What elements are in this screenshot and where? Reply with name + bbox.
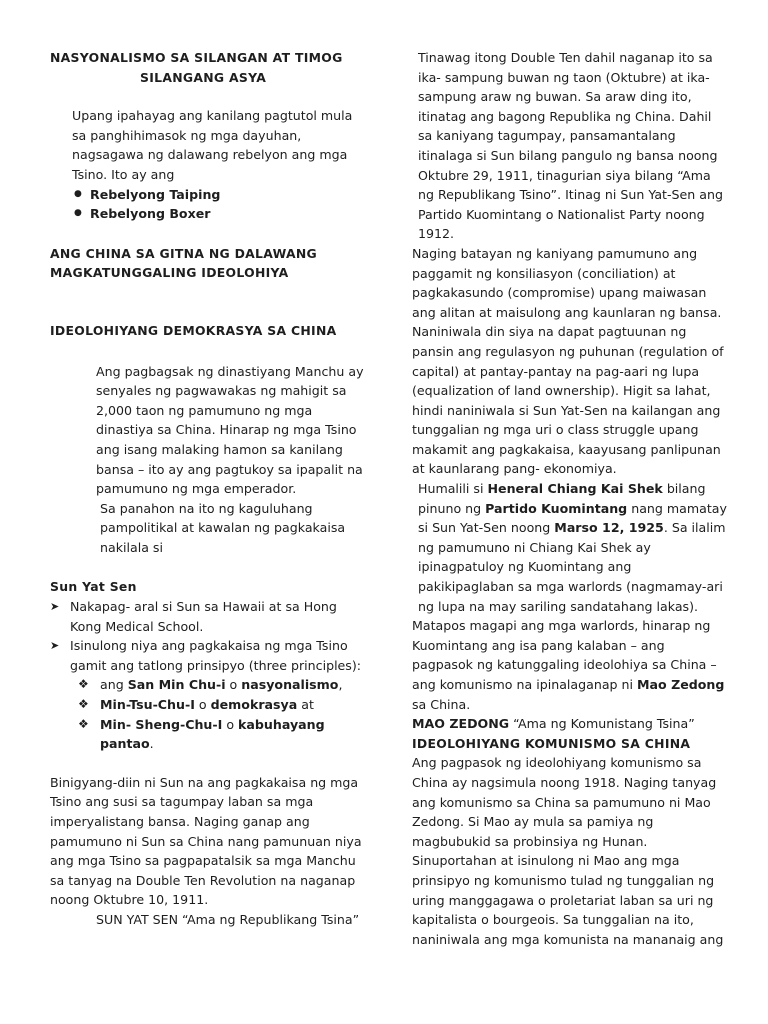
list-item: ● Rebelyong Taiping <box>72 185 372 205</box>
list-item: ❖ ang San Min Chu-i o nasyonalismo, <box>78 675 372 695</box>
unity-paragraph: Binigyang-diin ni Sun na ang pagkakaisa ng mga Tsino ang susi sa tagumpay laban sa mga imperyalistang bansa. Naging ganap ang pamumuno ni Sun sa China nang pamunuan niya ang mga Tsino sa pagpapatalsik sa mga Manchu sa tanyag na Double Ten Revolution na naganap noong Oktubre 10, 1911. <box>50 774 362 908</box>
right-column <box>412 48 728 949</box>
list-item: ● Rebelyong Boxer <box>72 204 372 224</box>
manchu-paragraph: Ang pagbagsak ng dinastiyang Manchu ay senyales ng pagwawakas ng mahigit sa 2,000 taon ng pamumuno ng mga dinastiya sa China. Hinarap ng mga Tsino ang isang malaking hamon sa kanilang bansa – ito ay ang pagtukoy sa ipapalit na pamumuno ng mga emperador. <box>96 363 364 497</box>
list-item: ❖ Min-Tsu-Chu-I o demokrasya at <box>78 695 372 715</box>
mao-caption: MAO ZEDONG “Ama ng Komunistang Tsina” <box>412 716 695 732</box>
chiang-kai-shek-paragraph: Humalili si Heneral Chiang Kai Shek bilang pinuno ng Partido Kuomintang nang mamatay si Sun Yat-Sen noong Marso 12, 1925. Sa ilalim ng pamumuno ni Chiang Kai Shek ay ipinagpatuloy ng Kuomintang ang pakikipaglaban sa mga warlords (nagmamay-ari ng lupa na may sariling sandatahang lakas). <box>418 481 727 614</box>
diamond-bullet-icon: ❖ <box>78 716 89 731</box>
arrowhead-icon: ➤ <box>50 600 60 614</box>
sun-caption: SUN YAT SEN “Ama ng Republikang Tsina” <box>96 911 360 927</box>
diamond-bullet-icon: ❖ <box>78 677 89 692</box>
double-ten-paragraph: Tinawag itong Double Ten dahil naganap ito sa ika- sampung buwan ng taon (Oktubre) at ika- sampung araw ng buwan. Sa araw ding ito, itinatag ang bagong Republika ng China. Dahil sa kaniyang tagumpay, pansamantalang itinalaga si Sun bilang pangulo ng bansa noong Oktubre 29, 1911, tinagurian siya bilang “Ama ng Republikang Tsino”. Itinag ni Sun Yat-Sen ang Partido Kuomintang o Nationalist Party noong 1912. <box>418 50 723 242</box>
warlords-paragraph: Matapos magapi ang mga warlords, hinarap ng Kuomintang ang isa pang kalaban – ang pagpasok ng katunggaling ideolohiya sa China – ang komunismo na ipinalaganap ni Mao Zedong sa China. <box>412 618 725 712</box>
list-item: ➤ Isinulong niya ang pagkakaisa ng mga Tsino gamit ang tatlong prinsipyo (three principles): <box>50 638 362 673</box>
arrowhead-icon: ➤ <box>50 639 60 653</box>
title-line-1: NASYONALISMO SA SILANGAN AT TIMOG <box>50 50 343 65</box>
section-heading-communism: IDEOLOHIYANG KOMUNISMO SA CHINA <box>412 735 691 751</box>
leadership-basis-paragraph: Naging batayan ng kaniyang pamumuno ang paggamit ng konsiliasyon (conciliation) at pagkakasundo (compromise) upang maiwasan ang alitan at maisulong ang kaunlaran ng bansa. Naniniwala din siya na dapat pagtuunan ng pansin ang regulasyon ng puhunan (regulation of capital) at pantay-pantay na pag-aari ng lupa (equalization of land ownership). Higit sa lahat, hindi naniniwala si Sun Yat-Sen na kailangan ang tunggalian ng mga uri o class struggle upang makamit ang pagkakaisa, kaayusang panlipunan at kaunlarang pang- ekonomiya. <box>412 245 724 477</box>
section-heading-democracy: IDEOLOHIYANG DEMOKRASYA SA CHINA <box>50 322 337 338</box>
diamond-bullet-icon: ❖ <box>78 697 89 712</box>
section-heading-ideologies: ANG CHINA SA GITNA NG DALAWANG MAGKATUNGGALING IDEOLOHIYA <box>50 245 318 281</box>
left-column <box>50 48 372 930</box>
title-line-2: SILANGANG ASYA <box>140 69 267 85</box>
principles-list <box>50 675 372 753</box>
sun-facts-list <box>50 597 372 675</box>
intro-paragraph: Upang ipahayag ang kanilang pagtutol mula sa panghihimasok ng mga dayuhan, nagsagawa ng dalawang rebelyon ang mga Tsino. Ito ay ang <box>72 108 353 182</box>
communism-paragraph: Ang pagpasok ng ideolohiyang komunismo sa China ay nagsimula noong 1918. Naging tanyag ang komunismo sa China sa pamumuno ni Mao Zedong. Si Mao ay mula sa pamiya ng magbubukid sa probinsiya ng Hunan. Sinuportahan at isinulong ni Mao ang mga prinsipyo ng komunismo tulad ng tunggalian ng uring manggagawa o proletariat laban sa uri ng kapitalista o bourgeois. Sa tunggalian na ito, naniniwala ang mga komunista na mananaig ang <box>412 755 724 947</box>
document-title <box>50 48 372 87</box>
sun-yat-sen-heading: Sun Yat Sen <box>50 579 137 595</box>
list-item: ❖ Min- Sheng-Chu-I o kabuhayang pantao. <box>78 716 325 752</box>
list-item: ➤ Nakapag- aral si Sun sa Hawaii at sa Hong Kong Medical School. <box>50 599 337 634</box>
chaos-paragraph: Sa panahon na ito ng kaguluhang pampolitikal at kawalan ng pagkakaisa nakilala si <box>100 500 346 555</box>
rebellion-list <box>50 185 372 224</box>
